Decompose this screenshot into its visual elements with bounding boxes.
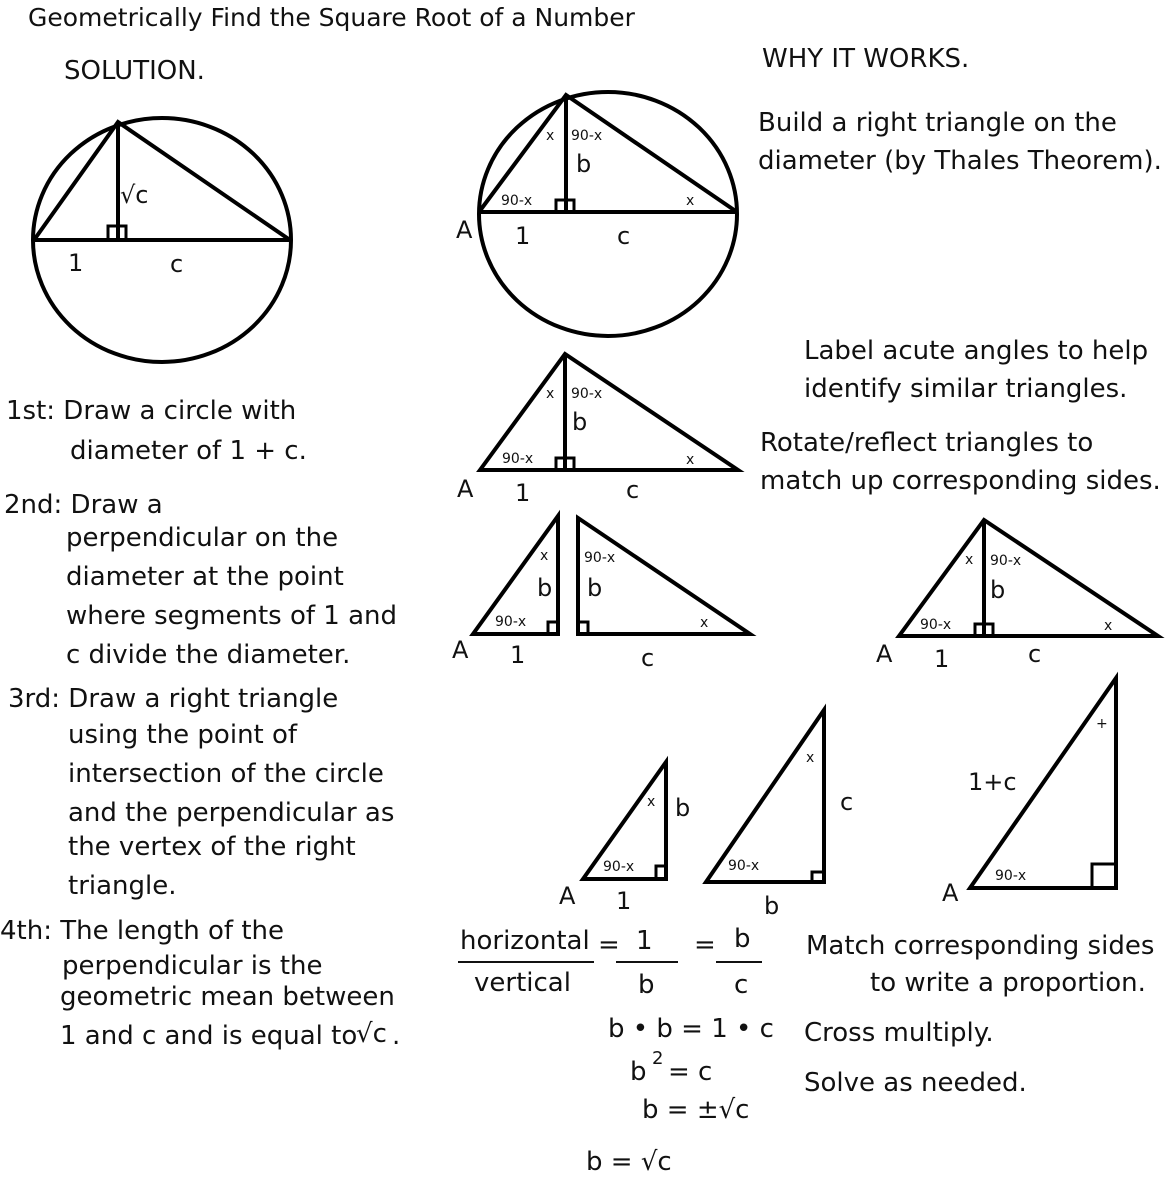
large-triangle: [578, 518, 750, 634]
angle-x-large: +: [1096, 716, 1108, 732]
label-A: A: [456, 216, 473, 244]
why-heading: WHY IT WORKS.: [762, 44, 970, 74]
label-b: b: [576, 150, 592, 178]
label-b-small: b: [675, 794, 691, 822]
cross-multiply-text: Cross multiply.: [804, 1018, 994, 1048]
step3-line-4: and the perpendicular as: [68, 798, 395, 828]
label-c: c: [170, 250, 184, 278]
inscribed-triangle: [34, 122, 290, 240]
figure-right-triangle-repeat: [876, 520, 1158, 673]
label-one-plus-c: 1+c: [968, 768, 1017, 796]
solve-text: Solve as needed.: [804, 1068, 1027, 1098]
prop-eq-2: =: [694, 930, 716, 960]
rotate-line-2: match up corresponding sides.: [760, 466, 1161, 496]
angle-90-x-left: 90-x: [920, 617, 952, 633]
right-angle-marker-large: [1092, 864, 1116, 888]
label-one: 1: [515, 222, 531, 250]
rotate-line-1: Rotate/reflect triangles to: [760, 428, 1094, 458]
angle-90-x-left: 90-x: [501, 193, 533, 209]
label-b-small: b: [537, 574, 553, 602]
step3-line-3: intersection of the circle: [68, 759, 384, 789]
step4-line-1: 4th: The length of the: [0, 916, 284, 946]
figure-triangle-labeled: [457, 354, 738, 507]
label-c: c: [626, 476, 640, 504]
angle-x-right: x: [686, 452, 695, 468]
step4-line-4: 1 and c and is equal to: [60, 1021, 358, 1051]
angle-90-x-top: 90-x: [990, 553, 1022, 569]
step3-line-6: triangle.: [68, 871, 177, 901]
label-one: 1: [510, 641, 526, 669]
angle-90-x-small: 90-x: [603, 859, 635, 875]
label-A-small: A: [559, 882, 576, 910]
figure-similar-triangles: [559, 678, 1116, 920]
equation-b2-exponent: 2: [652, 1048, 664, 1069]
match-line-1: Match corresponding sides: [806, 931, 1155, 961]
step4-period: .: [392, 1021, 401, 1051]
angle-x-top: x: [546, 386, 555, 402]
label-angles-line-1: Label acute angles to help: [804, 336, 1149, 366]
angle-90-x-left: 90-x: [502, 451, 534, 467]
angle-x-small: x: [540, 548, 549, 564]
label-sqrt-c: √c: [120, 181, 149, 209]
label-b-large: b: [587, 574, 603, 602]
equation-pm-sqrt: b = ±√c: [642, 1095, 750, 1125]
label-b: b: [990, 576, 1006, 604]
step2-line-4: where segments of 1 and: [66, 601, 398, 631]
step2-line-1: 2nd: Draw a: [4, 490, 163, 520]
label-one: 1: [68, 249, 84, 277]
prop-vertical: vertical: [474, 968, 571, 998]
label-one: 1: [934, 645, 950, 673]
angle-90-x-top: 90-x: [571, 128, 603, 144]
step4-line-2: perpendicular is the: [62, 951, 323, 981]
label-c-medium: c: [840, 788, 854, 816]
triangle-medium: [706, 710, 824, 882]
prop-num-1: 1: [636, 926, 653, 956]
step3-line-2: using the point of: [68, 720, 298, 750]
angle-90-x-large: 90-x: [995, 868, 1027, 884]
angle-90-x-small: 90-x: [495, 614, 527, 630]
why-text-line-1: Build a right triangle on the: [758, 108, 1117, 138]
equation-bb-1c: b • b = 1 • c: [608, 1014, 774, 1044]
label-c: c: [617, 222, 631, 250]
label-c: c: [1028, 640, 1042, 668]
angle-x-large: x: [700, 615, 709, 631]
step4-line-3: geometric mean between: [60, 982, 395, 1012]
prop-den-1: b: [638, 970, 655, 1000]
step1-line-2: diameter of 1 + c.: [70, 436, 307, 466]
step1-line-1: 1st: Draw a circle with: [6, 396, 297, 426]
step2-line-3: diameter at the point: [66, 562, 344, 592]
label-A: A: [876, 640, 893, 668]
angle-x-small: x: [647, 794, 656, 810]
angle-x-medium: x: [806, 750, 815, 766]
label-A: A: [452, 636, 469, 664]
equation-b2-rest: = c: [668, 1057, 713, 1087]
angle-x-right: x: [1104, 618, 1113, 634]
step3-line-5: the vertex of the right: [68, 832, 356, 862]
angle-x-top: x: [546, 128, 555, 144]
label-c: c: [641, 644, 655, 672]
label-b: b: [572, 408, 588, 436]
equation-b2-base: b: [630, 1057, 647, 1087]
step2-line-2: perpendicular on the: [66, 523, 339, 553]
label-one: 1: [515, 479, 531, 507]
page-title: Geometrically Find the Square Root of a Number: [28, 3, 635, 32]
solution-heading: SOLUTION.: [64, 56, 205, 86]
angle-90-x-large: 90-x: [584, 550, 616, 566]
figure-split-triangles: [452, 516, 750, 672]
step2-line-5: c divide the diameter.: [66, 640, 351, 670]
label-b-medium: b: [764, 892, 780, 920]
prop-eq-1: =: [598, 930, 620, 960]
prop-den-2: c: [734, 970, 749, 1000]
angle-x-right: x: [686, 193, 695, 209]
step3-line-1: 3rd: Draw a right triangle: [8, 684, 339, 714]
figure-solution-circle: [33, 118, 291, 362]
label-A: A: [457, 475, 474, 503]
angle-x-top: x: [965, 552, 974, 568]
label-one-small: 1: [616, 887, 632, 915]
step4-sqrt-c: √c: [356, 1019, 387, 1049]
match-line-2: to write a proportion.: [870, 968, 1146, 998]
label-angles-line-2: identify similar triangles.: [804, 374, 1128, 404]
angle-90-x-top: 90-x: [571, 386, 603, 402]
why-text-line-2: diameter (by Thales Theorem).: [758, 146, 1162, 176]
equation-b-sqrt: b = √c: [586, 1147, 672, 1177]
label-A-large: A: [942, 879, 959, 907]
prop-num-2: b: [734, 924, 751, 954]
angle-90-x-medium: 90-x: [728, 858, 760, 874]
prop-horizontal: horizontal: [460, 926, 590, 956]
figure-why-circle: [456, 92, 737, 336]
